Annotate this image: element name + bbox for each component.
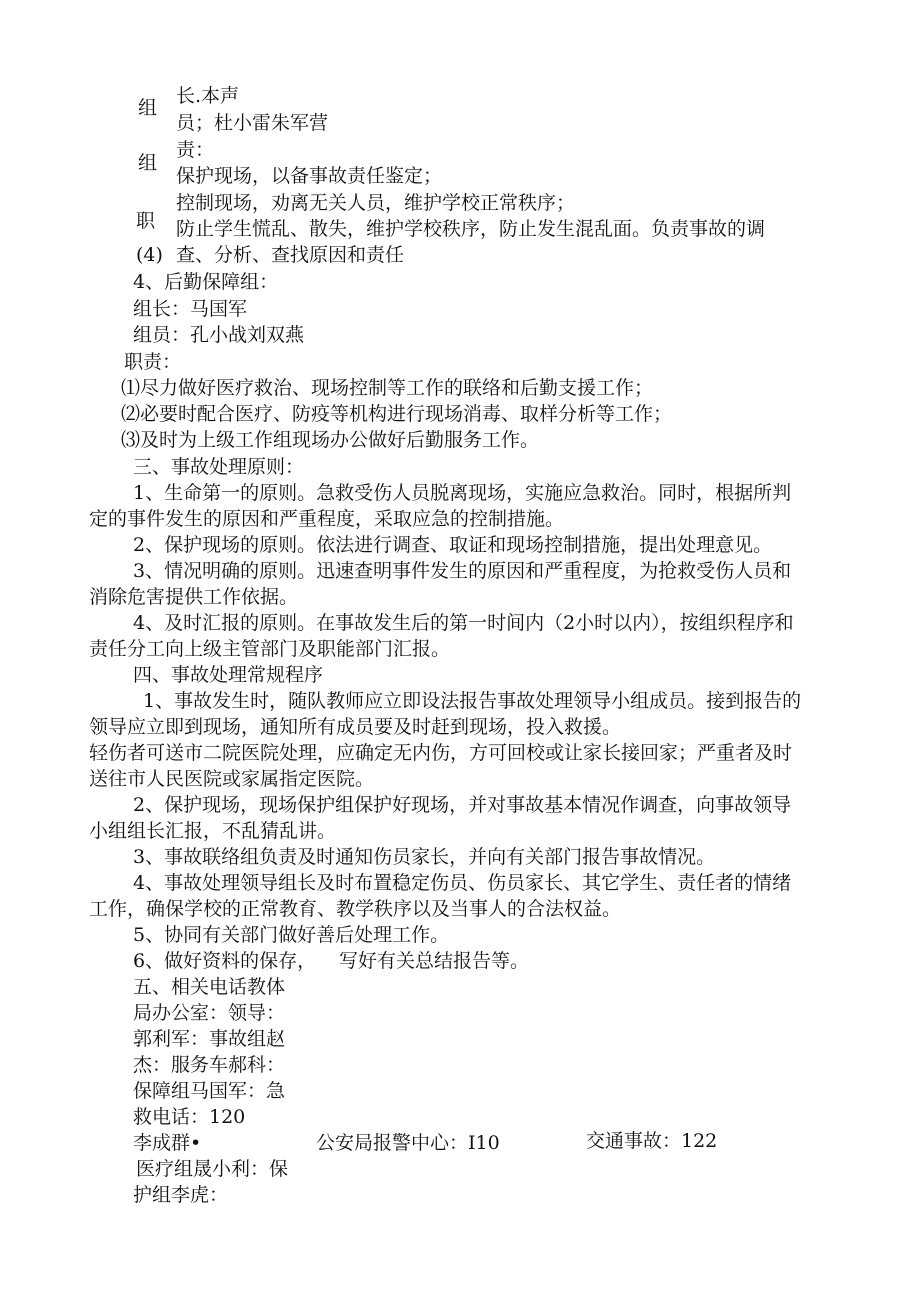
text-line: 送往市人民医院或家属指定医院。 — [89, 768, 375, 790]
text-line: 控制现场，劝离无关人员，维护学校正常秩序； — [176, 192, 576, 214]
text-line: ⑵必要时配合医疗、防疫等机构进行现场消毒、取样分析等工作； — [121, 403, 673, 425]
text-line: 医疗组晟小利：保 — [136, 1158, 289, 1180]
text-line: 责任分工向上级主管部门及职能部门汇报。 — [89, 638, 451, 660]
text-line: 4、事故处理领导组长及时布置稳定伤员、伤员家长、其它学生、责任者的情绪 — [133, 872, 792, 894]
section-heading: 三、事故处理原则： — [133, 456, 305, 478]
text-line: 4、及时汇报的原则。在事故发生后的第一时间内（2小时以内），按组织程序和 — [133, 612, 794, 634]
text-line: 杰：服务车郝科： — [133, 1054, 286, 1076]
text-line: 长.本声 — [176, 85, 240, 107]
text-line: 防止学生慌乱、散失，维护学校秩序，防止发生混乱面。负责事故的调 — [176, 218, 766, 240]
text-line: 职责： — [124, 351, 182, 373]
text-line: 责： — [176, 139, 215, 161]
text-line: 轻伤者可送市二院医院处理，应确定无内伤，方可回校或让家长接回家；严重者及时 — [89, 742, 793, 764]
text-line: 护组李虎： — [133, 1184, 229, 1206]
text-line: 局办公室：领导： — [133, 1002, 286, 1024]
text-line: 救电话：120 — [133, 1106, 246, 1128]
section-heading: 五、相关电话教体 — [133, 976, 286, 998]
text-line: 定的事件发生的原因和严重程度，采取应急的控制措施。 — [89, 508, 565, 530]
text-line: 2、保护现场，现场保护组保护好现场，并对事故基本情况作调查，向事故领导 — [133, 794, 792, 816]
text-line: 小组组长汇报，不乱猜乱讲。 — [89, 820, 337, 842]
text-line: 公安局报警中心：I10 — [316, 1132, 500, 1154]
text-line: ⑶及时为上级工作组现场办公做好后勤服务工作。 — [121, 429, 540, 451]
text-line: 李成群• — [133, 1132, 202, 1154]
text-line: 2、保护现场的原则。依法进行调查、取证和现场控制措施，提出处理意见。 — [133, 534, 773, 556]
text-line: 1、事故发生时，随队教师应立即设法报告事故处理领导小组成员。接到报告的 — [143, 690, 802, 712]
text-line: 3、情况明确的原则。迅速查明事件发生的原因和严重程度，为抢救受伤人员和 — [133, 560, 792, 582]
text-line: 领导应立即到现场，通知所有成员要及时赶到现场，投入救援。 — [89, 716, 622, 738]
section-heading: 四、事故处理常规程序 — [133, 664, 324, 686]
text-line: 保护现场，以备事故责任鉴定； — [176, 165, 443, 187]
text-line: 组 — [138, 152, 158, 174]
text-line: 查、分析、查找原因和责任 — [176, 244, 405, 266]
text-line: 员；杜小雷朱军营 — [176, 112, 329, 134]
text-line: 郭利军：事故组赵 — [133, 1028, 286, 1050]
text-line: 5、协同有关部门做好善后处理工作。 — [133, 924, 450, 946]
text-line: 写好有关总结报告等。 — [339, 950, 530, 972]
text-line: 6、做好资料的保存， — [133, 950, 317, 972]
text-line: 组长：马国军 — [133, 298, 248, 320]
text-line: (4) — [136, 244, 163, 266]
text-line: 消除危害提供工作依据。 — [89, 586, 299, 608]
text-line: 4、后勤保障组： — [133, 271, 279, 293]
text-line: 职 — [136, 210, 156, 232]
text-line: 交通事故：122 — [586, 1130, 718, 1152]
text-line: 组 — [138, 97, 158, 119]
text-line: ⑴尽力做好医疗救治、现场控制等工作的联络和后勤支援工作； — [121, 377, 654, 399]
text-line: 工作，确保学校的正常教育、教学秩序以及当事人的合法权益。 — [89, 898, 622, 920]
text-line: 1、生命第一的原则。急救受伤人员脱离现场，实施应急救治。同时，根据所判 — [133, 482, 792, 504]
text-line: 组员：孔小战刘双燕 — [133, 324, 305, 346]
text-line: 3、事故联络组负责及时通知伤员家长，并向有关部门报告事故情况。 — [133, 846, 716, 868]
text-line: 保障组马国军：急 — [133, 1080, 286, 1102]
